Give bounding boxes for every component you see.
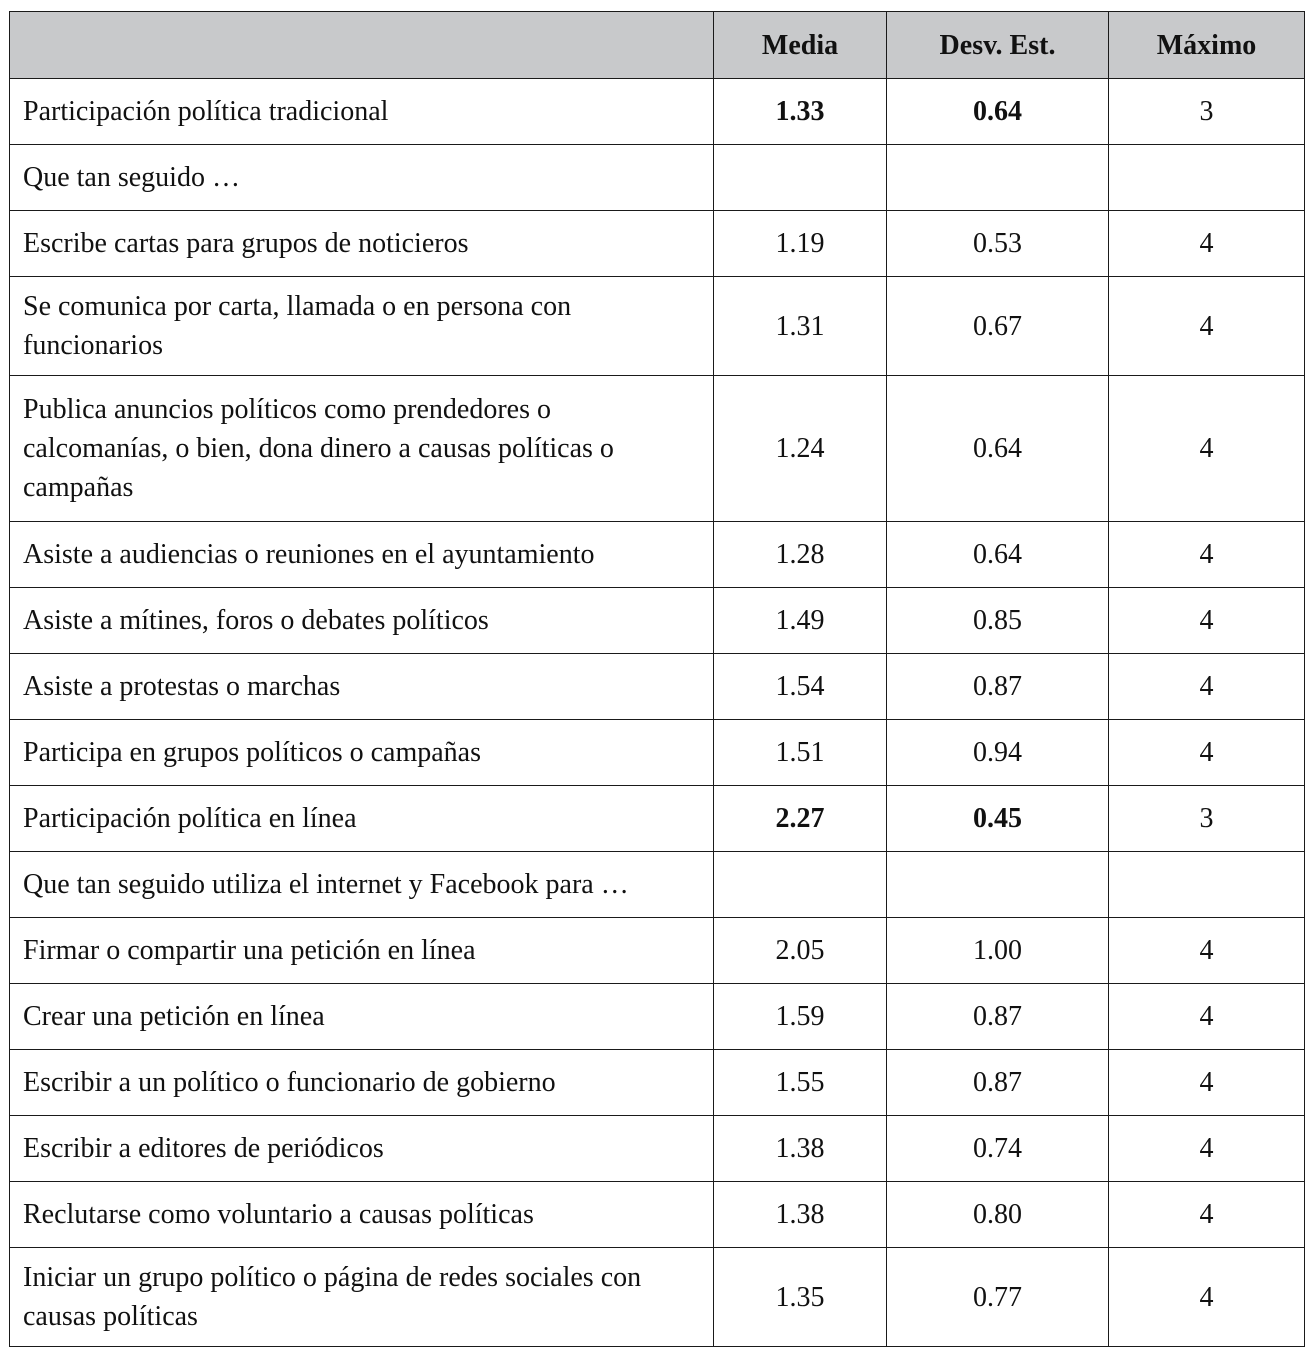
table-row — [10, 522, 1305, 588]
header-maximo: Máximo — [1109, 12, 1305, 79]
table-row — [10, 211, 1305, 277]
desv-est-value: 0.45 — [887, 786, 1109, 852]
row-label: Que tan seguido utiliza el internet y Facebook para … — [10, 852, 714, 918]
table-row — [10, 1116, 1305, 1182]
maximo-value: 4 — [1109, 1116, 1305, 1182]
desv-est-value: 0.53 — [887, 211, 1109, 277]
desv-est-value — [887, 145, 1109, 211]
maximo-value: 4 — [1109, 588, 1305, 654]
row-label: Iniciar un grupo político o página de redes sociales con causas políticas — [10, 1248, 714, 1347]
desv-est-value: 0.80 — [887, 1182, 1109, 1248]
row-label: Que tan seguido … — [10, 145, 714, 211]
desv-est-value: 0.87 — [887, 654, 1109, 720]
desv-est-value: 0.85 — [887, 588, 1109, 654]
maximo-value: 4 — [1109, 211, 1305, 277]
desv-est-value: 1.00 — [887, 918, 1109, 984]
desv-est-value: 0.77 — [887, 1248, 1109, 1347]
desv-est-value — [887, 852, 1109, 918]
header-media: Media — [714, 12, 887, 79]
desv-est-value: 0.74 — [887, 1116, 1109, 1182]
row-label: Escribir a editores de periódicos — [10, 1116, 714, 1182]
table-row — [10, 376, 1305, 522]
table-row — [10, 1182, 1305, 1248]
media-value: 1.49 — [714, 588, 887, 654]
maximo-value: 4 — [1109, 918, 1305, 984]
row-label: Participación política en línea — [10, 786, 714, 852]
maximo-value: 4 — [1109, 984, 1305, 1050]
table-row — [10, 654, 1305, 720]
row-label: Asiste a mítines, foros o debates políticos — [10, 588, 714, 654]
table-row-subheading — [10, 145, 1305, 211]
header-label-column — [10, 12, 714, 79]
desv-est-value: 0.87 — [887, 1050, 1109, 1116]
media-value: 1.51 — [714, 720, 887, 786]
maximo-value: 4 — [1109, 376, 1305, 522]
row-label: Escribe cartas para grupos de noticieros — [10, 211, 714, 277]
media-value: 2.05 — [714, 918, 887, 984]
header-desv-est: Desv. Est. — [887, 12, 1109, 79]
maximo-value — [1109, 852, 1305, 918]
maximo-value: 4 — [1109, 1050, 1305, 1116]
desv-est-value: 0.94 — [887, 720, 1109, 786]
maximo-value — [1109, 145, 1305, 211]
maximo-value: 4 — [1109, 720, 1305, 786]
maximo-value: 4 — [1109, 654, 1305, 720]
media-value: 1.38 — [714, 1182, 887, 1248]
desv-est-value: 0.64 — [887, 79, 1109, 145]
desv-est-value: 0.87 — [887, 984, 1109, 1050]
table-row — [10, 1248, 1305, 1347]
table-row-group — [10, 79, 1305, 145]
row-label: Participa en grupos políticos o campañas — [10, 720, 714, 786]
table-row — [10, 588, 1305, 654]
media-value — [714, 145, 887, 211]
media-value: 1.33 — [714, 79, 887, 145]
maximo-value: 3 — [1109, 79, 1305, 145]
table-row-subheading — [10, 852, 1305, 918]
media-value: 1.19 — [714, 211, 887, 277]
row-label: Firmar o compartir una petición en línea — [10, 918, 714, 984]
media-value — [714, 852, 887, 918]
media-value: 2.27 — [714, 786, 887, 852]
media-value: 1.31 — [714, 277, 887, 376]
desv-est-value: 0.64 — [887, 376, 1109, 522]
media-value: 1.28 — [714, 522, 887, 588]
maximo-value: 3 — [1109, 786, 1305, 852]
row-label: Participación política tradicional — [10, 79, 714, 145]
desv-est-value: 0.64 — [887, 522, 1109, 588]
table-row-group — [10, 786, 1305, 852]
maximo-value: 4 — [1109, 277, 1305, 376]
media-value: 1.24 — [714, 376, 887, 522]
table-row — [10, 1050, 1305, 1116]
row-label: Se comunica por carta, llamada o en persona con funcionarios — [10, 277, 714, 376]
statistics-table — [9, 11, 1305, 1347]
table-row — [10, 984, 1305, 1050]
row-label: Asiste a audiencias o reuniones en el ayuntamiento — [10, 522, 714, 588]
media-value: 1.35 — [714, 1248, 887, 1347]
table-header — [10, 12, 1305, 79]
row-label: Reclutarse como voluntario a causas políticas — [10, 1182, 714, 1248]
row-label: Crear una petición en línea — [10, 984, 714, 1050]
desv-est-value: 0.67 — [887, 277, 1109, 376]
maximo-value: 4 — [1109, 1182, 1305, 1248]
media-value: 1.38 — [714, 1116, 887, 1182]
table-row — [10, 277, 1305, 376]
table-row — [10, 918, 1305, 984]
table-row — [10, 720, 1305, 786]
maximo-value: 4 — [1109, 1248, 1305, 1347]
media-value: 1.54 — [714, 654, 887, 720]
row-label: Asiste a protestas o marchas — [10, 654, 714, 720]
media-value: 1.59 — [714, 984, 887, 1050]
media-value: 1.55 — [714, 1050, 887, 1116]
row-label: Publica anuncios políticos como prendedores o calcomanías, o bien, dona dinero a causas políticas o campañas — [10, 376, 714, 522]
maximo-value: 4 — [1109, 522, 1305, 588]
header-row — [10, 12, 1305, 79]
row-label: Escribir a un político o funcionario de gobierno — [10, 1050, 714, 1116]
table-body — [10, 79, 1305, 1347]
